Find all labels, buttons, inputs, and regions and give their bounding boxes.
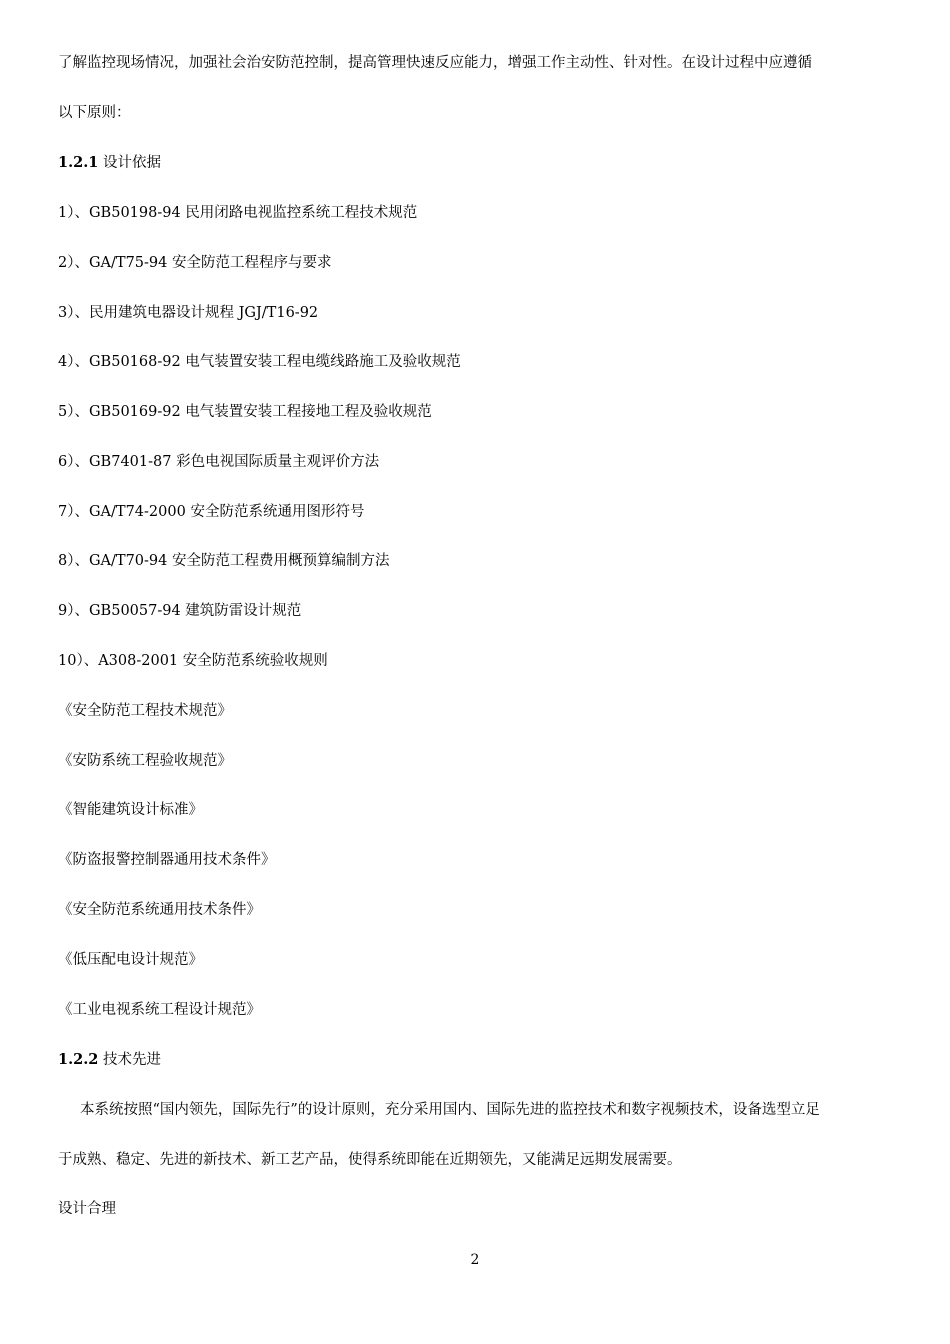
intro-line-1: 了解监控现场情况，加强社会治安防范控制，提高管理快速反应能力，增强工作主动性、针对性。在设计过程中应遵循 xyxy=(58,55,812,71)
paragraph-line: 本系统按照“国内领先，国际先行”的设计原则，充分采用国内、国际先进的监控技术和数字视频技术，设备选型立足 xyxy=(80,1102,820,1118)
standard-item: 8）、GA/T70-94 安全防范工程费用概预算编制方法 xyxy=(58,553,390,569)
intro-line-2: 以下原则： xyxy=(58,105,131,121)
book-item: 《安全防范系统通用技术条件》 xyxy=(58,902,261,918)
standard-item: 2）、GA/T75-94 安全防范工程程序与要求 xyxy=(58,255,332,271)
book-item: 《工业电视系统工程设计规范》 xyxy=(58,1002,261,1018)
section-title: 技术先进 xyxy=(102,1052,161,1068)
standard-item: 3）、民用建筑电器设计规程 JGJ/T16-92 xyxy=(58,305,319,321)
section-title: 设计依据 xyxy=(102,155,161,171)
book-item: 《安全防范工程技术规范》 xyxy=(58,703,232,719)
standard-item: 7）、GA/T74-2000 安全防范系统通用图形符号 xyxy=(58,504,365,520)
standard-item: 1）、GB50198-94 民用闭路电视监控系统工程技术规范 xyxy=(58,205,418,221)
book-item: 《防盗报警控制器通用技术条件》 xyxy=(58,852,276,868)
section-heading-1-2-1 xyxy=(58,153,892,173)
book-item: 《智能建筑设计标准》 xyxy=(58,802,203,818)
next-section-heading: 设计合理 xyxy=(58,1201,116,1217)
section-number: 1.2.2 xyxy=(58,1051,99,1068)
standard-item: 6）、GB7401-87 彩色电视国际质量主观评价方法 xyxy=(58,454,380,470)
standard-item: 4）、GB50168-92 电气装置安装工程电缆线路施工及验收规范 xyxy=(58,354,461,370)
book-item: 《安防系统工程验收规范》 xyxy=(58,753,232,769)
paragraph-line: 于成熟、稳定、先进的新技术、新工艺产品，使得系统即能在近期领先，又能满足远期发展需要。 xyxy=(58,1152,682,1168)
standard-item: 5）、GB50169-92 电气装置安装工程接地工程及验收规范 xyxy=(58,404,432,420)
section-heading-1-2-2 xyxy=(58,1050,892,1070)
standard-item: 10）、A308-2001 安全防范系统验收规则 xyxy=(58,653,328,669)
book-item: 《低压配电设计规范》 xyxy=(58,952,203,968)
section-number: 1.2.1 xyxy=(58,154,99,171)
standard-item: 9）、GB50057-94 建筑防雷设计规范 xyxy=(58,603,302,619)
page-number: 2 xyxy=(470,1252,480,1268)
